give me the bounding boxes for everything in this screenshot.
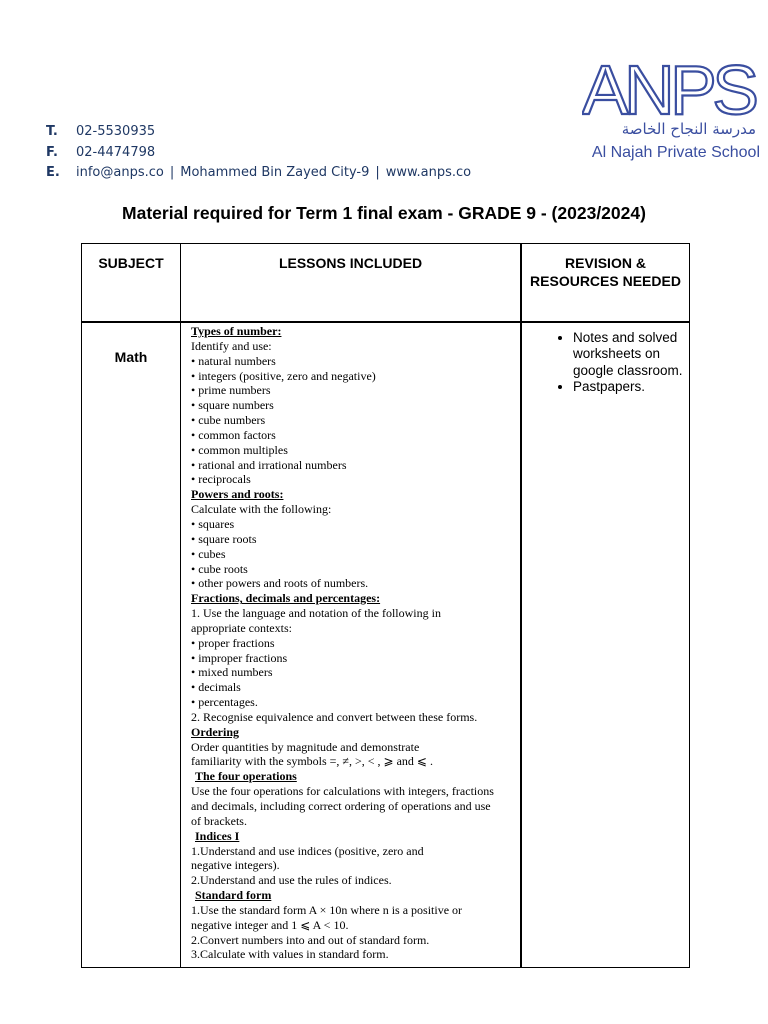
lesson-line-text: 1. Use the language and notation of the following in: [191, 606, 441, 621]
lesson-line: [191, 740, 514, 755]
lesson-heading: [191, 725, 514, 740]
lesson-line: [191, 458, 514, 473]
lesson-line: [191, 799, 514, 814]
lesson-heading: [191, 829, 514, 844]
lesson-line-text: 2.Convert numbers into and out of standard form.: [191, 932, 430, 947]
lesson-line-text: Identify and use:: [191, 338, 272, 353]
website-link[interactable]: www.anps.co: [385, 165, 472, 180]
lesson-line-text: negative integers).: [191, 858, 280, 873]
lesson-line-text: familiarity with the symbols =, ≠, >, < , ⩾ and ⩽ .: [191, 754, 433, 769]
lesson-line-text: of brackets.: [191, 813, 247, 828]
lesson-heading: [191, 487, 514, 502]
lesson-line: [191, 576, 514, 591]
lesson-heading-text: Fractions, decimals and percentages:: [191, 591, 381, 606]
lesson-line: [191, 472, 514, 487]
lesson-line: [191, 814, 514, 829]
phone-row: [46, 122, 471, 143]
lesson-line: [191, 562, 514, 577]
lesson-line-text: • rational and irrational numbers: [191, 457, 347, 472]
lesson-line: [191, 606, 514, 621]
lesson-line: [191, 428, 514, 443]
lesson-line-text: 2.Understand and use the rules of indices.: [191, 873, 392, 888]
lesson-heading: [191, 769, 514, 784]
lesson-line: [191, 532, 514, 547]
lesson-line-text: • cube roots: [191, 561, 248, 576]
lesson-line: [191, 710, 514, 725]
fax-row: [46, 143, 471, 164]
lesson-heading: [191, 888, 514, 903]
resource-item: • Pastpapers.: [573, 379, 683, 395]
lesson-line: [191, 517, 514, 532]
lesson-line-text: appropriate contexts:: [191, 620, 292, 635]
address-text: Mohammed Bin Zayed City-9: [180, 165, 370, 180]
school-logo: [578, 60, 760, 170]
lesson-heading-text: Ordering: [191, 724, 239, 739]
lesson-line-text: Calculate with the following:: [191, 502, 332, 517]
logo-english-name: Al Najah Private School: [591, 144, 760, 161]
resources-cell: [521, 322, 690, 968]
subject-cell: Math: [82, 322, 181, 968]
lesson-line: [191, 873, 514, 888]
lesson-line: [191, 844, 514, 859]
lesson-line-text: • decimals: [191, 680, 241, 695]
lesson-line-text: • cube numbers: [191, 413, 266, 428]
lesson-line: [191, 947, 514, 962]
lesson-line-text: Order quantities by magnitude and demonstrate: [191, 739, 420, 754]
lesson-line-text: • prime numbers: [191, 383, 271, 398]
lesson-line: [191, 903, 514, 918]
lesson-line-text: • mixed numbers: [191, 665, 273, 680]
lesson-line: [191, 918, 514, 933]
lesson-line-text: • natural numbers: [191, 353, 276, 368]
lesson-line-text: • cubes: [191, 546, 226, 561]
lessons-cell: [181, 322, 522, 968]
email-link[interactable]: info@anps.co: [76, 165, 164, 180]
separator: |: [375, 165, 380, 180]
header-subject: SUBJECT: [82, 244, 181, 323]
lesson-line: [191, 680, 514, 695]
lesson-heading-text: Powers and roots:: [191, 487, 284, 502]
lesson-line-text: • proper fractions: [191, 635, 275, 650]
lesson-line: [191, 398, 514, 413]
lesson-heading: [191, 324, 514, 339]
lesson-line: [191, 621, 514, 636]
anps-logo-mark: [582, 60, 760, 118]
lesson-heading-text: Indices I: [195, 828, 240, 843]
phone-label: T.: [46, 124, 58, 139]
lesson-line-text: negative integer and 1 ⩽ A < 10.: [191, 917, 349, 932]
contact-info: [46, 122, 471, 184]
lesson-line: [191, 933, 514, 948]
document-title: Material required for Term 1 final exam - GRADE 9 - (2023/2024): [122, 203, 646, 223]
lesson-line-text: • common factors: [191, 427, 276, 442]
lesson-line-text: • square numbers: [191, 398, 274, 413]
fax-number: 02-4474798: [76, 144, 156, 160]
lesson-line: [191, 636, 514, 651]
lesson-line-text: 2. Recognise equivalence and convert between these forms.: [191, 709, 478, 724]
lesson-line: [191, 754, 514, 769]
lesson-line-text: • reciprocals: [191, 472, 251, 487]
resources-list: [532, 330, 683, 395]
lesson-heading-text: The four operations: [195, 769, 297, 784]
lesson-line: [191, 784, 514, 799]
lesson-line-text: • integers (positive, zero and negative): [191, 368, 376, 383]
resource-item: • Notes and solved worksheets on google classroom.: [573, 330, 683, 379]
lesson-line-text: Use the four operations for calculations with integers, fractions: [191, 784, 494, 799]
lesson-line-text: 1.Understand and use indices (positive, zero and: [191, 843, 424, 858]
lesson-line: [191, 413, 514, 428]
email-row: [46, 163, 471, 184]
lesson-heading-text: Standard form: [195, 888, 272, 903]
lesson-line: [191, 443, 514, 458]
lesson-line: [191, 369, 514, 384]
logo-arabic-name: مدرسة النجاح الخاصة: [621, 120, 756, 138]
lesson-line: [191, 354, 514, 369]
header-lessons: LESSONS INCLUDED: [181, 244, 522, 323]
lesson-line-text: • square roots: [191, 531, 257, 546]
exam-material-table: [81, 243, 690, 968]
lesson-line: [191, 547, 514, 562]
lesson-line: [191, 339, 514, 354]
lesson-line: [191, 383, 514, 398]
lesson-line-text: 3.Calculate with values in standard form.: [191, 947, 389, 962]
lesson-line-text: • common multiples: [191, 442, 288, 457]
lesson-line: [191, 665, 514, 680]
table-header-row: [82, 244, 690, 323]
table-row: [82, 322, 690, 968]
logo-acronym: ANPS: [582, 60, 758, 118]
lesson-line-text: • squares: [191, 516, 235, 531]
fax-label: F.: [46, 144, 58, 160]
email-label: E.: [46, 165, 60, 180]
lesson-line-text: • improper fractions: [191, 650, 288, 665]
lesson-line-text: 1.Use the standard form A × 10n where n is a positive or: [191, 902, 463, 917]
lesson-line: [191, 502, 514, 517]
separator: |: [169, 165, 175, 180]
lesson-line: [191, 651, 514, 666]
phone-number: 02-5530935: [76, 124, 156, 139]
lesson-line-text: and decimals, including correct ordering of operations and use: [191, 799, 491, 813]
lesson-heading: [191, 591, 514, 606]
lesson-line: [191, 695, 514, 710]
lesson-line: [191, 858, 514, 873]
header-resources: REVISION & RESOURCES NEEDED: [521, 244, 690, 323]
lesson-heading-text: Types of number:: [191, 324, 282, 338]
lesson-line-text: • percentages.: [191, 695, 258, 710]
lesson-line-text: • other powers and roots of numbers.: [191, 576, 369, 591]
